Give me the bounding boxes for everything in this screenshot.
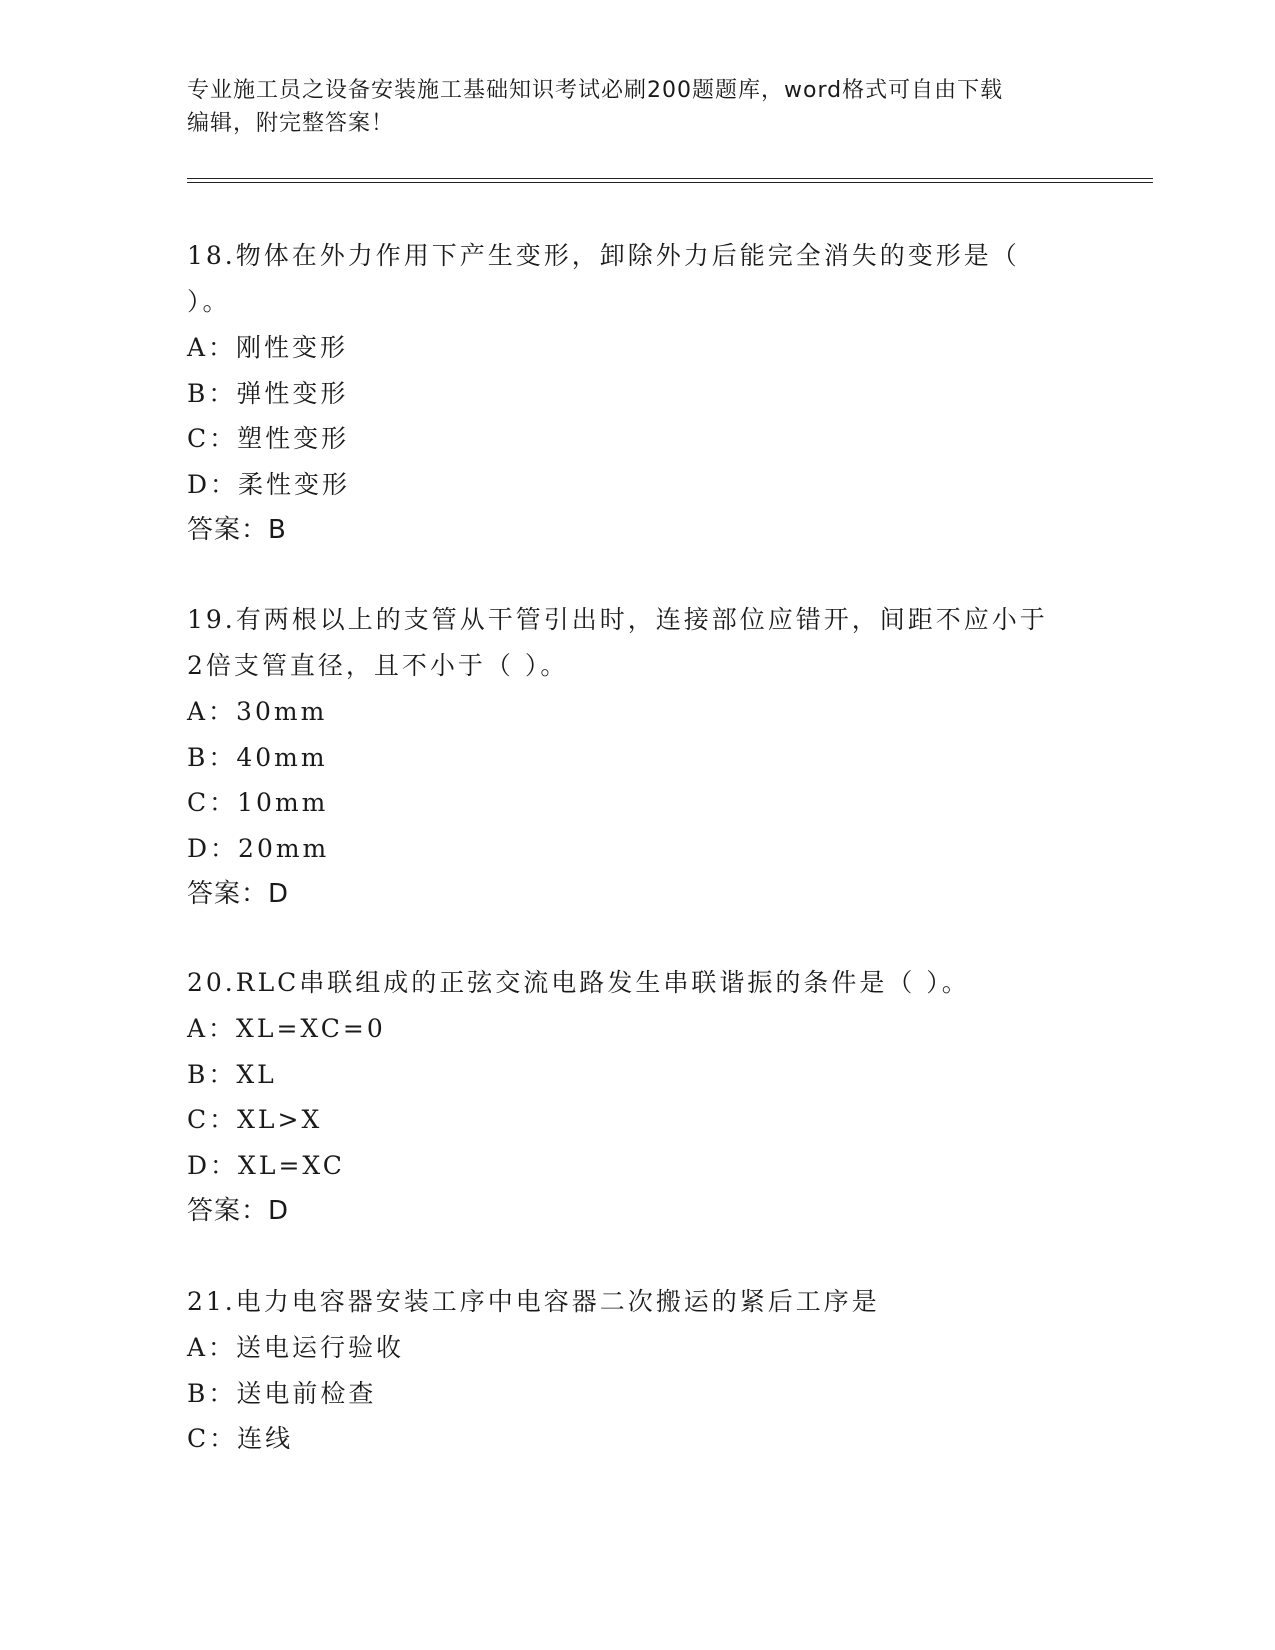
option-b: B：送电前检查: [187, 1378, 377, 1408]
option-a: A：30mm: [187, 697, 328, 726]
answer: 答案：D: [187, 1196, 290, 1226]
option-c: C：塑性变形: [187, 424, 350, 453]
option-b: B：XL: [187, 1059, 277, 1089]
answer: 答案：B: [187, 515, 287, 545]
question-stem: [187, 233, 1087, 325]
question-stem: [187, 597, 1087, 689]
header-line-1: 专业施工员之设备安装施工基础知识考试必刷200题题库，word格式可自由下载: [187, 78, 1004, 103]
question-stem-line: ）。: [187, 287, 231, 316]
question-18: [187, 233, 1087, 553]
question-stem-line: 21.电力电容器安装工序中电容器二次搬运的紧后工序是: [187, 1287, 880, 1316]
header-divider-top: [187, 178, 1153, 179]
option-d: D：20mm: [187, 833, 330, 863]
option-a: A：送电运行验收: [187, 1333, 405, 1362]
option-b: B：弹性变形: [187, 378, 349, 408]
question-stem: [187, 960, 1087, 1006]
question-20: [187, 960, 1087, 1234]
question-stem: [187, 1279, 1087, 1325]
option-c: C：10mm: [187, 788, 329, 817]
header-line-2: 编辑，附完整答案！: [187, 111, 395, 136]
answer: 答案：D: [187, 879, 290, 909]
option-a: A：刚性变形: [187, 333, 349, 362]
question-stem-line: 2倍支管直径，且不小于（ ）。: [187, 651, 569, 680]
question-stem-line: 20.RLC串联组成的正弦交流电路发生串联谐振的条件是（ ）。: [187, 968, 970, 997]
option-b: B：40mm: [187, 742, 328, 772]
option-c: C：XL>X: [187, 1105, 323, 1134]
header-divider-bottom: [187, 182, 1153, 183]
option-a: A：XL=XC=0: [187, 1014, 386, 1043]
question-21: [187, 1279, 1087, 1462]
question-19: [187, 597, 1087, 917]
option-d: D：XL=XC: [187, 1150, 345, 1180]
question-stem-line: 18.物体在外力作用下产生变形，卸除外力后能完全消失的变形是（: [187, 241, 1020, 270]
document-header: [187, 74, 1087, 140]
option-c: C：连线: [187, 1424, 294, 1453]
option-d: D：柔性变形: [187, 469, 351, 499]
question-stem-line: 19.有两根以上的支管从干管引出时，连接部位应错开，间距不应小于: [187, 605, 1048, 634]
